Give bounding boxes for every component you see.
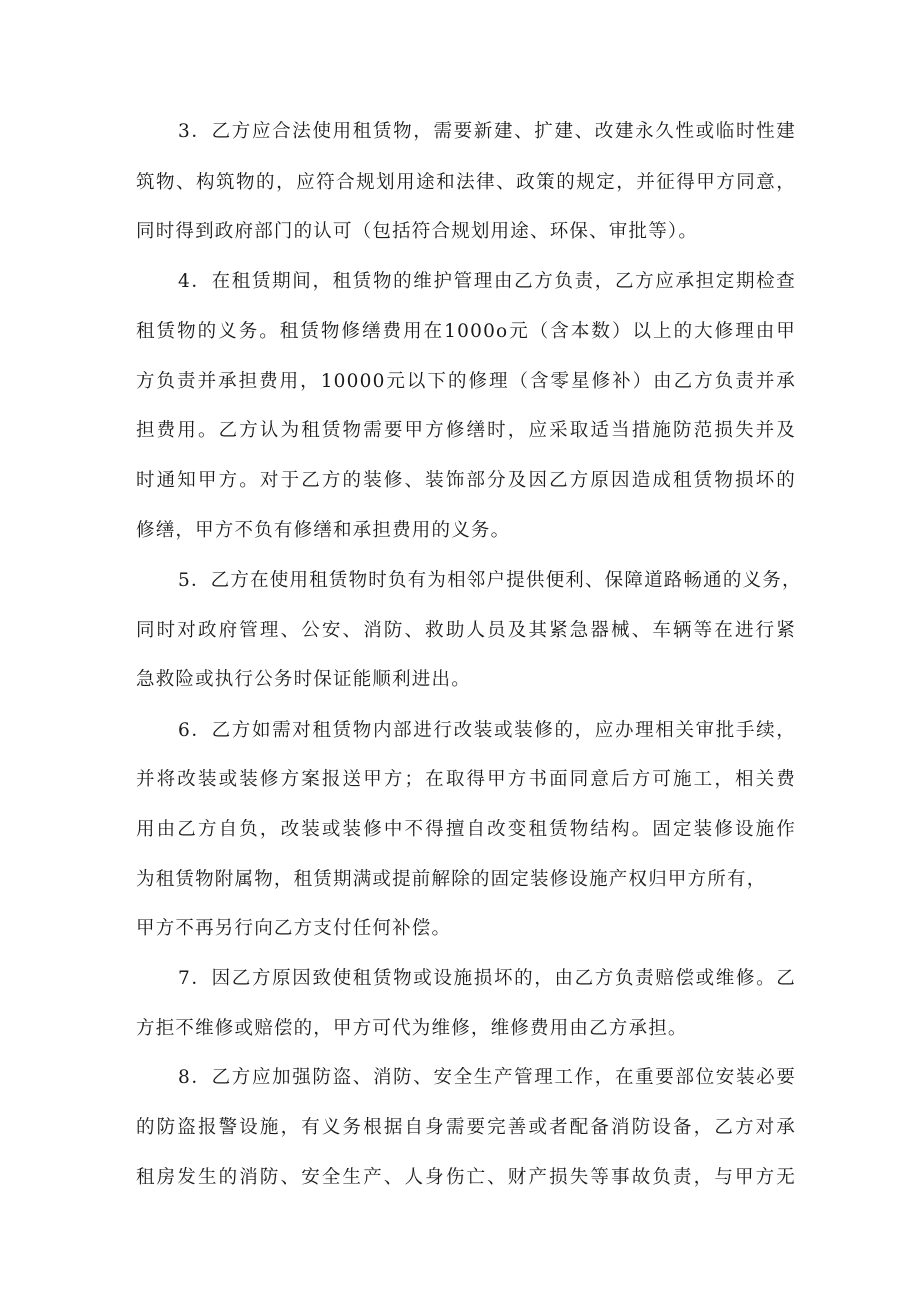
paragraph-5-line-3: 急救险或执行公务时保证能顺利进出。 <box>136 669 471 690</box>
paragraph-6-line-5: 甲方不再另行向乙方支付任何补偿。 <box>136 918 452 939</box>
paragraph-6-line-1: 6．乙方如需对租赁物内部进行改装或装修的，应办理相关审批手续， <box>178 720 796 741</box>
paragraph-3-line-1: 3．乙方应合法使用租赁物，需要新建、扩建、改建永久性或临时性建 <box>178 121 796 142</box>
paragraph-6-line-2: 并将改装或装修方案报送甲方；在取得甲方书面同意后方可施工，相关费 <box>136 769 796 790</box>
paragraph-8-line-2: 的防盗报警设施，有义务根据自身需要完善或者配备消防设备，乙方对承 <box>136 1117 796 1138</box>
paragraph-4-line-2: 租赁物的义务。租赁物修缮费用在1000o元（含本数）以上的大修理由甲 <box>136 321 796 342</box>
paragraph-4-line-3: 方负责并承担费用，10000元以下的修理（含零星修补）由乙方负责并承 <box>136 371 796 392</box>
paragraph-6-line-3: 用由乙方自负，改装或装修中不得擅自改变租赁物结构。固定装修设施作 <box>136 819 796 840</box>
paragraph-6-line-4: 为租赁物附属物，租赁期满或提前解除的固定装修设施产权归甲方所有， <box>136 869 767 890</box>
paragraph-5-line-2: 同时对政府管理、公安、消防、救助人员及其紧急器械、车辆等在进行紧 <box>136 620 796 641</box>
paragraph-4-line-4: 担费用。乙方认为租赁物需要甲方修缮时，应采取适当措施防范损失并及 <box>136 420 796 441</box>
paragraph-4-line-1: 4．在租赁期间，租赁物的维护管理由乙方负责，乙方应承担定期检查 <box>178 271 796 292</box>
paragraph-4-line-6: 修缮，甲方不负有修缮和承担费用的义务。 <box>136 520 511 541</box>
paragraph-8-line-3: 租房发生的消防、安全生产、人身伤亡、财产损失等事故负责，与甲方无 <box>136 1167 796 1188</box>
paragraph-7-line-1: 7．因乙方原因致使租赁物或设施损坏的，由乙方负责赔偿或维修。乙 <box>178 968 796 989</box>
paragraph-3-line-3: 同时得到政府部门的认可（包括符合规划用途、环保、审批等）。 <box>136 221 699 242</box>
paragraph-8-line-1: 8．乙方应加强防盗、消防、安全生产管理工作，在重要部位安装必要 <box>178 1067 796 1088</box>
paragraph-5-line-1: 5．乙方在使用租赁物时负有为相邻户提供便利、保障道路畅通的义务， <box>178 570 802 591</box>
paragraph-3-line-2: 筑物、构筑物的，应符合规划用途和法律、政策的规定，并征得甲方同意， <box>136 172 796 193</box>
paragraph-7-line-2: 方拒不维修或赔偿的，甲方可代为维修，维修费用由乙方承担。 <box>136 1018 688 1039</box>
paragraph-4-line-5: 时通知甲方。对于乙方的装修、装饰部分及因乙方原因造成租赁物损坏的 <box>136 470 796 491</box>
